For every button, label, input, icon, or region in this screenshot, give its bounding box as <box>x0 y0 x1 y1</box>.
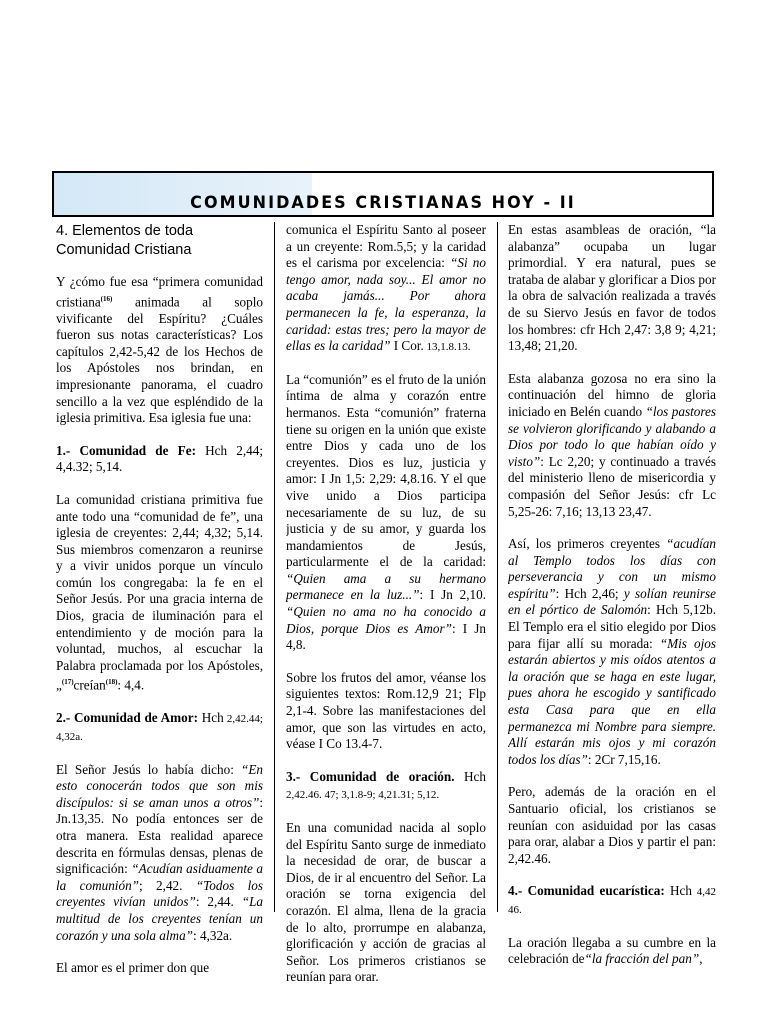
paragraph: Esta alabanza gozosa no era sino la continuación del himno de gloria iniciado en Belén cuando “los pastores se volvieron glorificando y alabando a Dios por todo lo que habían oído y visto”: Lc 2,20; y continuado a través del ministerio lleno de misericordia y compasión del Señor Jesús: cfr Lc 5,25-26: 7,16; 13,13 23,47. <box>508 370 716 519</box>
column-2 <box>286 222 486 1022</box>
paragraph: Sobre los frutos del amor, véanse los siguientes textos: Rom.12,9 21; Flp 2,1-4. Sobre las manifestaciones del amor, que son las virtudes en acto, véase I Co 13.4-7. <box>286 669 486 752</box>
page-title: COMUNIDADES CRISTIANAS HOY - II <box>190 193 576 213</box>
paragraph: Y ¿cómo fue esa “primera comunidad cristiana$^{(16)}$ animada al soplo vivificante del Espíritu? ¿Cuáles fueron sus notas características? Los capítulos 2,42-5,42 de los Hechos de los Apóstoles nos brindan, en impresionante panorama, el cuadro sencillo a la vez que espléndido de la iglesia primitiva. Esa iglesia fue una: <box>56 274 263 426</box>
paragraph: El amor es el primer don que <box>56 960 210 976</box>
paragraph: Así, los primeros creyentes “acudían al Templo todos los días con perseverancia y con un mismo espíritu”: Hch 2,46; y solían reunirse en el pórtico de Salomón: Hch 5,12b. El Templo era el sitio elegido por Dios para fijar allí su morada: “Mis ojos estarán abiertos y mis oídos atentos a la oración que se haga en este lugar, pues ahora he escogido y santificado esta Casa para que en ella permanezca mi Nombre para siempre. Allí estarán mis ojos y mi corazón todos los días”: 2Cr 7,15,16. <box>508 536 716 767</box>
subheading-amor: 2.- Comunidad de Amor: Hch 2,42.44; 4,32a. <box>56 710 263 744</box>
column-divider <box>274 222 275 912</box>
paragraph: Pero, además de la oración en el Santuario oficial, los cristianos se reunían con asiduidad por las casas para orar, alabar a Dios y partir el pan: 2,42.46. <box>508 784 716 866</box>
title-banner <box>52 171 714 217</box>
paragraph: En una comunidad nacida al soplo del Espíritu Santo surge de inmediato la necesidad de orar, de buscar a Dios, de ir al encuentro del Señor. La oración se torna exigencia del corazón. El alma, llena de la gracia de lo alto, prorrumpe en alabanza, glorificación y acción de gracias al Señor. Los primeros cristianos se reunían para orar. <box>286 820 486 985</box>
footnote-marker: (18) <box>105 678 118 687</box>
column-divider <box>497 222 498 912</box>
paragraph: La “comunión” es el fruto de la unión íntima de alma y corazón entre hermanos. Esta “comunión” fraterna tiene su origen en la unión que existe entre Dios y cada uno de los creyentes. Dios es luz, justicia y amor: I Jn 1,5: 2,29: 4,8.16. Y el que vive unido a Dios participa necesariamente de su luz, de su justicia y de su amor, y guarda los mandamientos de Jesús, particularmente el de la caridad: “Quien ama a su hermano permanece en la luz...”: I Jn 2,10. “Quien no ama no ha conocido a Dios, porque Dios es Amor”: I Jn 4,8. <box>286 371 486 653</box>
column-3 <box>508 222 716 1022</box>
paragraph: La comunidad cristiana primitiva fue ante todo una “comunidad de fe”, una iglesia de creyentes: 2,44; 4,32; 5,14. Sus miembros comenzaron a reunirse y a vivir unidos porque un vínculo común los congregaba: la fe en el Señor Jesús. Por una gracia interna de Dios, gracia de iluminación para el entendimiento y de moción para la voluntad, muchos, al escuchar la Palabra proclamada por los Apóstoles, „$^{(17)}$creían$^{(18)}$: 4,4. <box>56 491 263 693</box>
column-1 <box>56 222 263 1022</box>
paragraph: La oración llegaba a su cumbre en la celebración de“la fracción del pan”, <box>508 934 716 967</box>
subheading-eucaristica: 4.- Comunidad eucarística: Hch 4,42 46. <box>508 883 716 916</box>
subheading-oracion: 3.- Comunidad de oración. Hch 2,42.46. 47; 3,1.8-9; 4,21.31; 5,12. <box>286 768 486 802</box>
paragraph: El Señor Jesús lo había dicho: “En esto conocerán todos que son mis discípulos: si se aman unos a otros”: Jn.13,35. No podía entonces ser de otra manera. Esta realidad aparece descrita en fórmulas densas, plenas de significación: “Acudían asiduamente a la comunión”; 2,42. “Todos los creyentes vivían unidos”: 2,44. “La multitud de los creyentes tenían un corazón y una sola alma”: 4,32a. <box>56 761 263 943</box>
subheading-fe: 1.- Comunidad de Fe: Hch 2,44; 4,4.32; 5,14. <box>56 442 263 475</box>
section-heading: 4. Elementos de toda Comunidad Cristiana <box>56 223 194 258</box>
paragraph: En estas asambleas de oración, “la alabanza” ocupaba un lugar primordial. Y era natural, pues se trataba de alabar y glorificar a Dios por la obra de salvación realizada a través de su Siervo Jesús en favor de todos los hombres: cfr Hch 2,47: 3,8 9; 4,21; 13,48; 21,20. <box>508 222 716 354</box>
paragraph: comunica el Espíritu Santo al poseer a un creyente: Rom.5,5; y la caridad es el carisma por excelencia: “Si no tengo amor, nada soy... El amor no acaba jamás... Por ahora permanecen la fe, la esperanza, la caridad: estas tres; pero la mayor de ellas es la caridad” I Cor. 13,1.8.13. <box>286 222 486 354</box>
footnote-marker: (16) <box>100 294 113 303</box>
footnote-marker: (17) <box>61 678 74 687</box>
